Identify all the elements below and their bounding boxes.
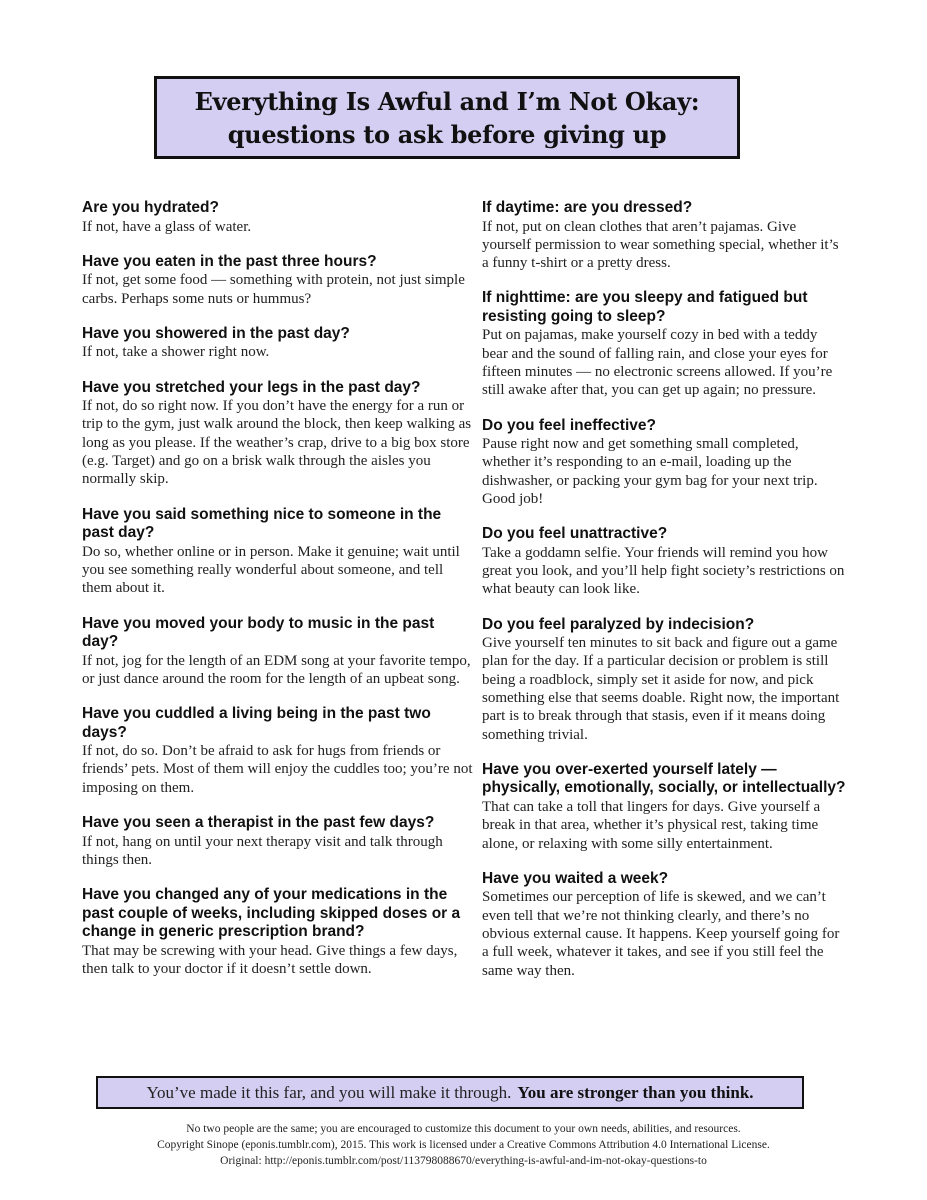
left-column [82, 199, 474, 995]
answer: Do so, whether online or in person. Make it genuine; wait until you see something really wonderful about someone, and tell them about it. [82, 543, 460, 597]
answer: Sometimes our perception of life is skewed, and we can’t even tell that we’re not thinking clearly, and there’s no obvious external cause. It happens. Keep yourself going for a full week, whatever it takes, and see if you still feel the same way then. [482, 889, 840, 979]
qa-item [82, 886, 474, 978]
qa-item [82, 379, 474, 489]
question: Have you seen a therapist in the past few days? [82, 814, 435, 832]
answer: Pause right now and get something small completed, whether it’s responding to an e-mail, loading up the dishwasher, or packing your gym bag for your next trip. Good job! [482, 436, 818, 507]
qa-item [482, 525, 846, 598]
copyright-line: Copyright Sinope (eponis.tumblr.com), 2015. This work is licensed under a Creative Commons Attribution 4.0 International License. [157, 1139, 770, 1151]
question: Do you feel unattractive? [482, 525, 668, 543]
question: Have you eaten in the past three hours? [82, 252, 377, 270]
qa-item [482, 870, 846, 980]
title-line-2: questions to ask before giving up [227, 119, 667, 149]
question: Have you stretched your legs in the past day? [82, 378, 421, 396]
answer: If not, hang on until your next therapy visit and talk through things then. [82, 833, 443, 868]
qa-item [482, 417, 846, 509]
question: Are you hydrated? [82, 199, 219, 216]
answer: Give yourself ten minutes to sit back and figure out a game plan for the day. If a particular decision or problem is still being a roadblock, simply set it aside for now, and pick something else that seems doable. Right now, the important part is to break through that stasis, even if it means doing something trivial. [482, 635, 840, 743]
original-url-line: Original: http://eponis.tumblr.com/post/113798088670/everything-is-awful-and-im-not-okay-questions-to [220, 1155, 707, 1167]
question: If daytime: are you dressed? [482, 199, 693, 216]
right-column [482, 199, 846, 997]
answer: That can take a toll that lingers for days. Give yourself a break in that area, whether it’s physical rest, taking time alone, or relaxing with some silly entertainment. [482, 798, 821, 852]
footer-message: You’ve made it this far, and you will make it through. [146, 1082, 512, 1102]
qa-item [82, 253, 474, 308]
qa-item [82, 814, 474, 869]
title-banner [154, 76, 740, 159]
answer: If not, put on clean clothes that aren’t pajamas. Give yourself permission to wear something special, whether it’s a funny t-shirt or a pretty dress. [482, 218, 839, 272]
answer: If not, do so right now. If you don’t have the energy for a run or trip to the gym, just walk around the block, then keep walking as long as you please. If the weather’s crap, drive to a big box store (e.g. Target) and go on a brisk walk through the aisles you normally skip. [82, 398, 472, 488]
question: Do you feel paralyzed by indecision? [482, 615, 755, 633]
qa-item [82, 615, 474, 689]
answer: If not, take a shower right now. [82, 344, 270, 361]
answer: If not, get some food — something with protein, not just simple carbs. Perhaps some nuts or hummus? [82, 272, 465, 307]
qa-item [82, 325, 474, 362]
qa-item [82, 705, 474, 797]
qa-item [82, 506, 474, 598]
title-line-1: Everything Is Awful and I’m Not Okay: [194, 86, 700, 116]
question: Do you feel ineffective? [482, 416, 656, 434]
question: Have you waited a week? [482, 869, 669, 887]
question: If nighttime: are you sleepy and fatigued but resisting going to sleep? [482, 289, 808, 325]
qa-item [482, 199, 846, 272]
qa-item [482, 616, 846, 744]
question: Have you over-exerted yourself lately — physically, emotionally, socially, or intellectually? [482, 760, 846, 797]
qa-item [482, 761, 846, 853]
question: Have you moved your body to music in the past day? [82, 614, 435, 651]
footer-banner [96, 1076, 804, 1109]
question: Have you said something nice to someone in the past day? [82, 505, 442, 542]
customize-note: No two people are the same; you are encouraged to customize this document to your own needs, abilities, and resources. [186, 1123, 741, 1135]
question: Have you changed any of your medications in the past couple of weeks, including skipped doses or a change in generic prescription brand? [82, 886, 461, 941]
answer: If not, jog for the length of an EDM song at your favorite tempo, or just dance around the room for the length of an upbeat song. [82, 652, 471, 687]
answer: That may be screwing with your head. Give things a few days, then talk to your doctor if it doesn’t settle down. [82, 942, 458, 977]
question: Have you showered in the past day? [82, 324, 350, 342]
qa-item [482, 289, 846, 399]
answer: If not, have a glass of water. [82, 218, 252, 235]
question: Have you cuddled a living being in the past two days? [82, 705, 431, 741]
answer: Put on pajamas, make yourself cozy in bed with a teddy bear and the sound of falling rain, and close your eyes for fifteen minutes — no electronic screens allowed. If you’re still awake after that, you can get up again; no pressure. [482, 327, 833, 399]
qa-item [82, 199, 474, 236]
footer-emphasis: You are stronger than you think. [517, 1082, 754, 1102]
answer: If not, do so. Don’t be afraid to ask for hugs from friends or friends’ pets. Most of them will enjoy the cuddles too; you’re not imposing on them. [82, 743, 473, 796]
answer: Take a goddamn selfie. Your friends will remind you how great you look, and you’ll help fight society’s restrictions on what beauty can look like. [482, 544, 845, 598]
